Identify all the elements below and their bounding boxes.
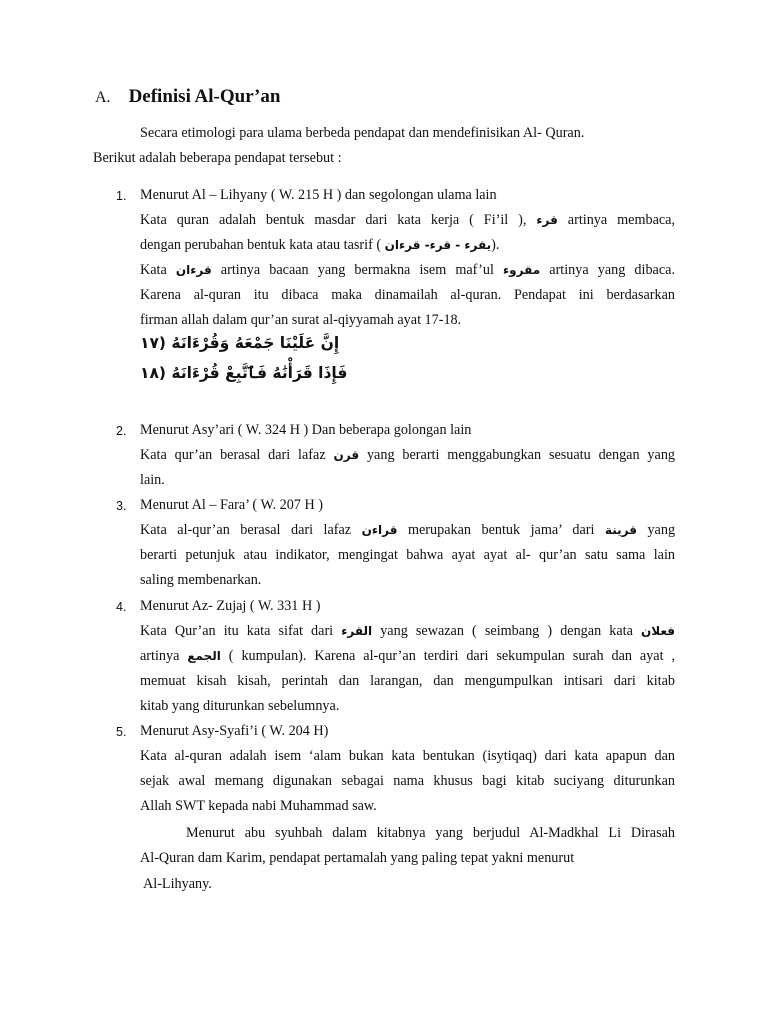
- item-1-title: Menurut Al – Lihyany ( W. 215 H ) dan segolongan ulama lain: [140, 187, 497, 203]
- item-2-line-1: Kata qur’an berasal dari lafaz قرن yang berarti menggabungkan sesuatu dengan yang: [140, 447, 676, 463]
- item-5-line-2: sejak awal memang digunakan sebagai nama khusus bagi kitab suciyang diturunkan: [140, 773, 675, 789]
- closing-line-1: Menurut abu syuhbah dalam kitabnya yang berjudul Al-Madkhal Li Dirasah: [186, 825, 675, 841]
- item-1-number: 1.: [116, 189, 127, 203]
- arabic-term-qara: قرء: [536, 213, 558, 227]
- item-4-line-1: Kata Qur’an itu kata sifat dari القرء yang sewazan ( seimbang ) dengan kata فعلان: [140, 623, 675, 639]
- section-letter: A.: [95, 89, 111, 106]
- item-3-line-2: berarti petunjuk atau indikator, mengingat bahwa ayat ayat al- qur’an satu sama lain: [140, 547, 675, 563]
- item-2-line-2: lain.: [140, 472, 165, 488]
- item-5-title: Menurut Asy-Syafi’i ( W. 204 H): [140, 723, 329, 739]
- arabic-term-fulan: فعلان: [641, 624, 675, 638]
- arabic-tasrif: يقرء - قرء- قرءان: [384, 238, 492, 252]
- item-3-line-1: Kata al-qur’an berasal dari lafaz قراءن merupakan bentuk jama’ dari قرينة yang: [140, 522, 676, 538]
- arabic-term-qarn: قرن: [333, 448, 360, 462]
- verse-18-text: فَإِذَا قَرَأْنَٰهُ فَٱتَّبِعْ قُرْءَانَهُ: [171, 364, 348, 382]
- item-1-line-3: Kata قرءان artinya bacaan yang bermakna isem maf’ul مقروء artinya yang dibaca.: [140, 262, 675, 278]
- item-4-title: Menurut Az- Zujaj ( W. 331 H ): [140, 598, 321, 614]
- verse-17-number: ١٧): [140, 334, 167, 352]
- item-4-line-4: kitab yang diturunkan sebelumnya.: [140, 698, 340, 714]
- section-title: Definisi Al-Qur’an: [128, 86, 281, 107]
- item-5-number: 5.: [116, 725, 127, 739]
- arabic-term-maqru: مقروء: [503, 263, 541, 277]
- item-1-line-1: Kata quran adalah bentuk masdar dari kata kerja ( Fi’il ), قرء artinya membaca,: [140, 212, 676, 228]
- verse-18-number: ١٨): [140, 364, 167, 382]
- arabic-term-alqaru: القرء: [341, 624, 373, 638]
- arabic-term-qaraan: قراءن: [361, 523, 398, 537]
- item-3-title: Menurut Al – Fara’ ( W. 207 H ): [140, 497, 323, 513]
- item-5-line-1: Kata al-quran adalah isem ‘alam bukan kata bentukan (isytiqaq) dari kata apapun dan: [140, 748, 675, 764]
- item-1-line-4: Karena al-quran itu dibaca maka dinamailah al-quran. Pendapat ini berdasarkan: [140, 287, 675, 303]
- arabic-term-aljam: الجمع: [187, 649, 221, 663]
- intro-line-2: Berikut adalah beberapa pendapat tersebut :: [93, 150, 342, 166]
- arabic-term-quran: قرءان: [175, 263, 212, 277]
- quran-verse-17: [140, 334, 339, 352]
- arabic-term-qarinah: قرينة: [604, 523, 637, 537]
- quran-verse-18: [140, 364, 347, 382]
- item-2-title: Menurut Asy’ari ( W. 324 H ) Dan beberapa golongan lain: [140, 422, 472, 438]
- item-4-line-3: memuat kisah kisah, perintah dan larangan, dan mengumpulkan intisari dari kitab: [140, 673, 675, 689]
- item-3-number: 3.: [116, 499, 127, 513]
- item-4-line-2: artinya الجمع ( kumpulan). Karena al-qur’an terdiri dari sekumpulan surah dan ayat ,: [140, 648, 676, 664]
- item-5-line-3: Allah SWT kepada nabi Muhammad saw.: [140, 798, 377, 814]
- closing-line-3: Al-Lihyany.: [143, 876, 212, 892]
- item-1-line-2: dengan perubahan bentuk kata atau tasrif ( يقرء - قرء- قرءان).: [140, 237, 500, 253]
- item-3-line-3: saling membenarkan.: [140, 572, 262, 588]
- intro-line-1: Secara etimologi para ulama berbeda pendapat dan mendefinisikan Al- Quran.: [140, 125, 585, 141]
- item-2-number: 2.: [116, 424, 127, 438]
- item-4-number: 4.: [116, 600, 127, 614]
- item-1-line-5: firman allah dalam qur’an surat al-qiyyamah ayat 17-18.: [140, 312, 462, 328]
- closing-line-2: Al-Quran dam Karim, pendapat pertamalah yang paling tepat yakni menurut: [140, 850, 575, 866]
- section-heading: [95, 86, 280, 108]
- verse-17-text: إِنَّ عَلَيْنَا جَمْعَهُ وَقُرْءَانَهُ: [171, 334, 340, 352]
